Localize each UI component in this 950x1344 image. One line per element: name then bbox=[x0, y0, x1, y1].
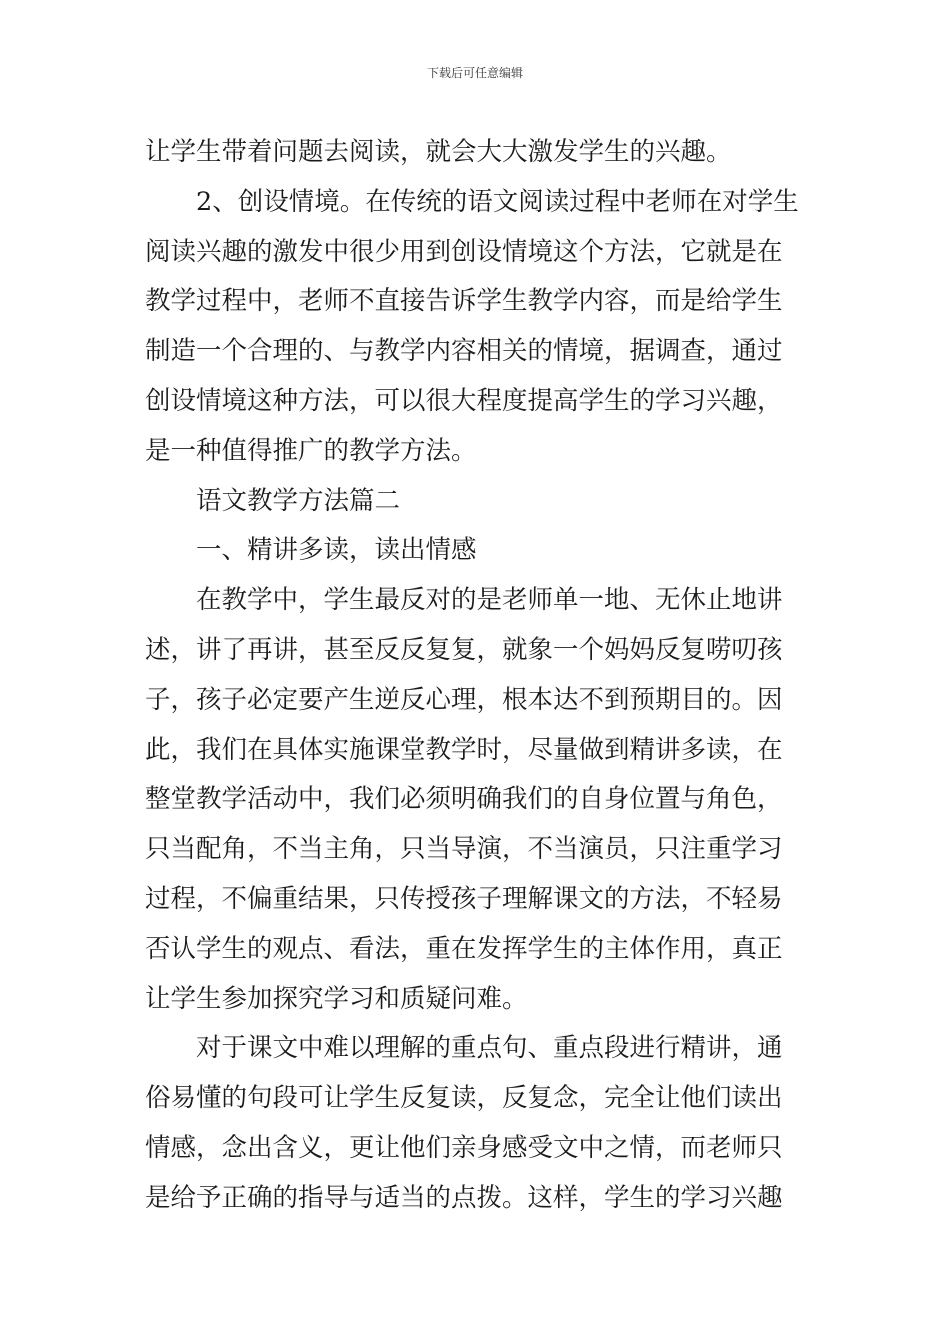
text-line: 在教学中，学生最反对的是老师单一地、无休止地讲 bbox=[196, 585, 783, 616]
text-line: 对于课文中难以理解的重点句、重点段进行精讲，通 bbox=[196, 1033, 783, 1064]
document-body bbox=[145, 128, 810, 1224]
text-line: 教学过程中，老师不直接告诉学生教学内容，而是给学生 bbox=[145, 286, 783, 317]
text-line: 是给予正确的指导与适当的点拨。这样，学生的学习兴趣 bbox=[145, 1182, 783, 1213]
text-line: 俗易懂的句段可让学生反复读，反复念，完全让他们读出 bbox=[145, 1083, 783, 1114]
text-line: 过程，不偏重结果，只传授孩子理解课文的方法，不轻易 bbox=[145, 883, 783, 914]
text-line: 让学生带着问题去阅读，就会大大激发学生的兴趣。 bbox=[145, 137, 732, 167]
text-line: 只当配角，不当主角，只当导演，不当演员，只注重学习 bbox=[145, 834, 783, 865]
text-line: 述，讲了再讲，甚至反反复复，就象一个妈妈反复唠叨孩 bbox=[145, 634, 783, 665]
section-heading: 语文教学方法篇二 bbox=[196, 485, 401, 516]
text-line: 让学生参加探究学习和质疑问难。 bbox=[145, 983, 528, 1014]
text-line: 否认学生的观点、看法，重在发挥学生的主体作用，真正 bbox=[145, 933, 783, 964]
text-line: 创设情境这种方法，可以很大程度提高学生的学习兴趣， bbox=[145, 385, 783, 416]
text-line: 子，孩子必定要产生逆反心理，根本达不到预期目的。因 bbox=[145, 684, 783, 715]
page-header-note: 下载后可任意编辑 bbox=[426, 66, 523, 80]
subsection-heading: 一、精讲多读，读出情感 bbox=[196, 535, 477, 566]
text-line: 情感，念出含义，更让他们亲身感受文中之情，而老师只 bbox=[145, 1132, 783, 1163]
text-line: 整堂教学活动中，我们必须明确我们的自身位置与角色， bbox=[145, 784, 783, 815]
text-line: 制造一个合理的、与教学内容相关的情境，据调查，通过 bbox=[145, 336, 783, 367]
text-line: 2、创设情境。在传统的语文阅读过程中老师在对学生 bbox=[196, 186, 799, 217]
text-line: 此，我们在具体实施课堂教学时，尽量做到精讲多读，在 bbox=[145, 734, 783, 765]
text-line: 阅读兴趣的激发中很少用到创设情境这个方法，它就是在 bbox=[145, 236, 783, 267]
text-line: 是一种值得推广的教学方法。 bbox=[145, 435, 477, 466]
